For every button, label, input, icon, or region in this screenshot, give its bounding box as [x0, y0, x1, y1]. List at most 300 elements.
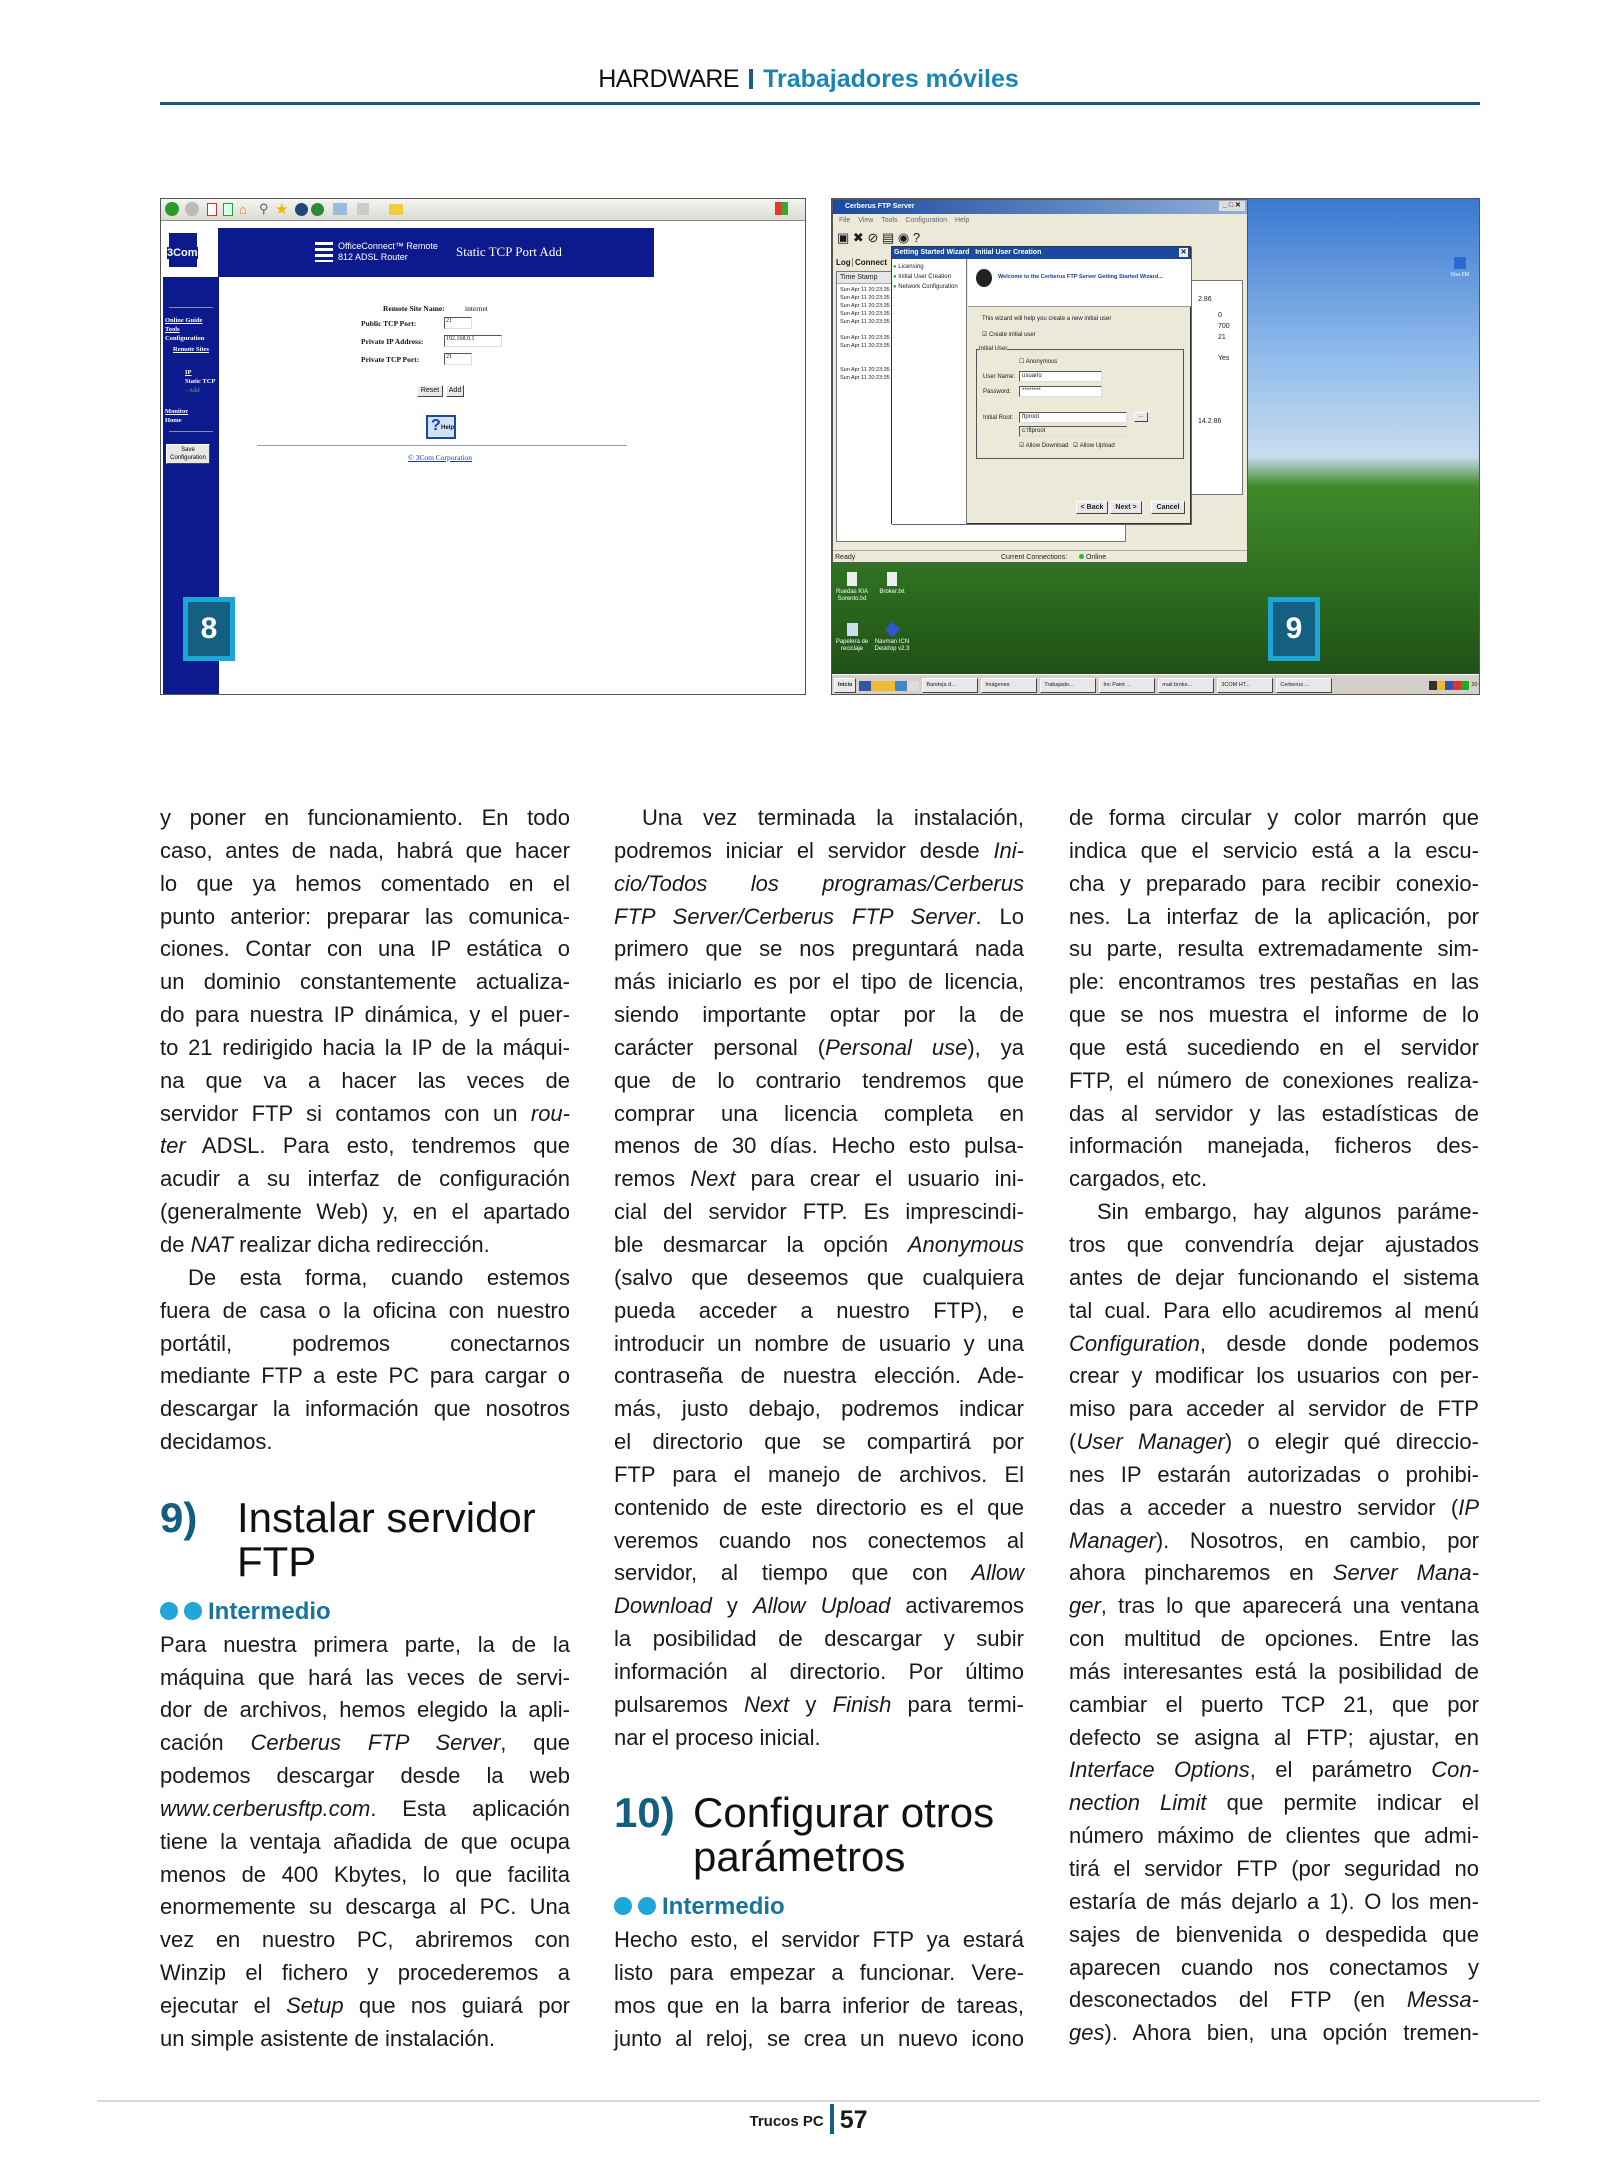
italic-text: Allow	[971, 1560, 1024, 1586]
figure-number-badge	[183, 597, 235, 661]
stop-icon[interactable]	[207, 203, 217, 216]
status-online	[1079, 553, 1106, 562]
paragraph	[160, 1262, 570, 1459]
back-button[interactable]: < Back	[1076, 501, 1108, 514]
text-line	[1069, 1328, 1479, 1361]
log-row: Sun Apr 11 20:23:35	[840, 311, 890, 317]
text: mediante FTP a este PC para cargar o	[160, 1363, 570, 1389]
reset-button[interactable]: Reset	[417, 385, 443, 397]
text: FTP para el manejo de archivos. El	[614, 1461, 1024, 1487]
text: tal cual. Para ello acudiremos al menú	[1069, 1297, 1479, 1323]
text-line	[1069, 1656, 1479, 1689]
italic-text: Next	[743, 1691, 790, 1717]
article-column-1	[160, 802, 570, 2056]
tab-connect[interactable]: Connect	[852, 258, 887, 267]
nav-configuration[interactable]: Configuration	[165, 335, 205, 342]
wizard-close-icon[interactable]: ✕	[1180, 249, 1187, 256]
text: su parte, resulta extremadamente sim-	[1069, 936, 1479, 962]
text-line	[160, 901, 570, 934]
desktop-icon[interactable]	[868, 623, 916, 653]
browse-button[interactable]: ...	[1134, 412, 1148, 422]
figure-number-badge	[1268, 597, 1320, 661]
text: para crear el usuario ini-	[735, 1166, 1024, 1192]
anonymous-label: Anonymous	[1025, 359, 1058, 365]
text-line	[614, 2023, 1024, 2056]
text-line	[614, 1393, 1024, 1426]
log-row: Sun Apr 11 20:23:35	[840, 303, 890, 309]
text-line	[1069, 1623, 1479, 1656]
text: ple: encontramos tres pestañas en las	[1069, 969, 1479, 995]
text: na que va a hacer las veces de	[160, 1067, 570, 1093]
text-line	[160, 1426, 570, 1459]
next-button[interactable]: Next >	[1110, 501, 1142, 514]
nav-ip[interactable]: IP	[185, 369, 192, 376]
nav-static-tcp[interactable]: Static TCP	[185, 378, 216, 385]
back-icon[interactable]	[165, 202, 179, 216]
text: nes. La interfaz de la aplicación, por	[1069, 903, 1479, 929]
text-line	[1069, 1032, 1479, 1065]
initial-root-input[interactable]: ftproot	[1019, 412, 1127, 423]
media-icon[interactable]	[295, 203, 308, 216]
header-separator	[749, 69, 753, 89]
help-question-icon: ?	[431, 417, 441, 434]
text: cación	[160, 1730, 251, 1756]
clock: 20:	[1471, 682, 1479, 688]
text-line	[1069, 1295, 1479, 1328]
status-ready: Ready	[835, 554, 856, 561]
window-controls[interactable]: _ □ ✕	[1219, 201, 1245, 211]
italic-text: Personal use	[825, 1034, 968, 1060]
text-line	[160, 1629, 570, 1662]
text-line	[1069, 1163, 1479, 1196]
text-line	[160, 1957, 570, 1990]
menu-bar	[839, 216, 969, 225]
desktop-icon[interactable]	[1442, 257, 1478, 278]
text-line	[1069, 1754, 1479, 1787]
footer-rule	[97, 2100, 1540, 2102]
text-file-icon	[847, 572, 857, 586]
task-buttons	[922, 678, 1332, 693]
side-value: Yes	[1218, 355, 1230, 362]
text-line	[1069, 1130, 1479, 1163]
text: un dominio constantemente actualiza-	[160, 969, 570, 995]
allow-upload-checkbox[interactable]: ☑ Allow Upload	[1073, 443, 1115, 449]
text-line	[614, 1163, 1024, 1196]
initial-user-group	[976, 346, 1184, 459]
text: que se nos muestra el informe de lo	[1069, 1002, 1479, 1028]
text: dor de archivos, hemos elegido la apli-	[160, 1697, 570, 1723]
anonymous-checkbox[interactable]: ☐ Anonymous	[1019, 359, 1058, 365]
quick-launch-icons	[859, 681, 919, 691]
recycle-bin-icon	[847, 623, 858, 636]
text: das al servidor y las estadísticas de	[1069, 1100, 1479, 1126]
text-line	[614, 1924, 1024, 1957]
public-tcp-label: Public TCP Port:	[361, 319, 417, 328]
page-number: 57	[839, 2106, 868, 2134]
text: ) o elegir qué direccio-	[1224, 1429, 1479, 1455]
text: portátil, podremos conectarnos	[160, 1330, 570, 1356]
italic-text: ger	[1069, 1593, 1101, 1619]
text: ciones. Contar con una IP estática o	[160, 936, 570, 962]
forward-icon[interactable]	[185, 202, 199, 216]
public-tcp-input[interactable]: 21	[444, 317, 472, 329]
nav-remote-sites[interactable]: Remote Sites	[173, 346, 209, 353]
text-line	[614, 1065, 1024, 1098]
text: ). Ahora bien, una opción tremen-	[1104, 2020, 1479, 2046]
desktop-icon[interactable]	[832, 572, 872, 603]
text-line	[1069, 1820, 1479, 1853]
password-label: Password:	[983, 389, 1012, 395]
log-row: Sun Apr 11 20:23:35	[840, 343, 890, 349]
italic-text: Allow Upload	[752, 1593, 891, 1619]
text: para termi-	[891, 1691, 1024, 1717]
text: ADSL. Para esto, tendremos que	[185, 1133, 570, 1159]
text-line	[1069, 1360, 1479, 1393]
group-label: Initial User	[979, 346, 1008, 352]
italic-text: Next	[690, 1166, 736, 1192]
text-line	[614, 1459, 1024, 1492]
text: (salvo que deseemos que cualquiera	[614, 1264, 1024, 1290]
text: cha y preparado para recibir conexio-	[1069, 870, 1479, 896]
text: listo para empezar a funcionar. Vere-	[614, 1960, 1024, 1986]
cerberus-logo-icon	[976, 269, 992, 287]
text: cial del servidor FTP. Es imprescindi-	[614, 1199, 1024, 1225]
italic-text: Setup	[286, 1993, 344, 2018]
text: más iniciarlo es por el tipo de licencia,	[614, 969, 1024, 995]
wizard-title: Getting Started Wizard Initial User Creation	[894, 249, 1042, 256]
shortcut-icon	[1454, 257, 1466, 269]
text: contenido de este directorio es el que	[614, 1494, 1024, 1520]
banner-title: Static TCP Port Add	[456, 244, 562, 259]
text: tros que convendría dejar ajustados	[1069, 1231, 1479, 1257]
text: que está sucediendo en el servidor	[1069, 1034, 1479, 1060]
search-icon[interactable]: ⚲	[259, 201, 269, 216]
text: ejecutar el	[160, 1993, 287, 2018]
text: nar el proceso inicial.	[614, 1724, 821, 1750]
side-value: 700	[1218, 323, 1230, 330]
nav-tools[interactable]: Tools	[165, 326, 180, 333]
username-label: User Name:	[983, 374, 1016, 380]
text-line	[160, 1727, 570, 1760]
text: , el parámetro	[1249, 1757, 1432, 1783]
article-column-3	[1069, 802, 1479, 2050]
text: menos de 400 Kbytes, lo que facilita	[160, 1861, 570, 1887]
text: estaría de más dejarlo a 1). O los men-	[1069, 1888, 1479, 1914]
save-icon[interactable]: ▣	[837, 230, 850, 245]
print-icon[interactable]	[357, 203, 369, 215]
text-line	[160, 966, 570, 999]
text-file-icon	[887, 572, 897, 586]
text-line	[1069, 1557, 1479, 1590]
text-line	[160, 1328, 570, 1361]
windows-flag-icon	[775, 202, 788, 215]
menu-file[interactable]: File	[839, 217, 851, 224]
header-section: HARDWARE	[598, 65, 740, 93]
text-line	[160, 1098, 570, 1131]
text-line	[1069, 1722, 1479, 1755]
username-input[interactable]: usuario	[1019, 371, 1102, 382]
nav-home[interactable]: Home	[165, 417, 182, 424]
italic-text: Finish	[832, 1691, 892, 1717]
nav-add[interactable]: - Add	[185, 387, 200, 394]
text: ), ya	[967, 1034, 1024, 1060]
text-line	[1069, 933, 1479, 966]
text: y	[711, 1593, 753, 1619]
block-icon[interactable]: ⊘	[867, 230, 879, 245]
allow-upload-label: Allow Upload	[1079, 443, 1115, 449]
step-check-icon: ●	[893, 264, 897, 270]
create-initial-label: Create initial user	[989, 332, 1036, 338]
text: FTP, el número de conexiones realiza-	[1069, 1067, 1479, 1093]
text: más interesantes está la posibilidad de	[1069, 1658, 1479, 1684]
text: ahora pincharemos en	[1069, 1560, 1333, 1586]
create-initial-user-checkbox[interactable]: ☑ Create initial user	[982, 332, 1036, 338]
text: ). Nosotros, en cambio, por	[1155, 1527, 1479, 1553]
text-line	[614, 933, 1024, 966]
copyright-link[interactable]: © 3Com Corporation	[408, 453, 473, 462]
text-line	[160, 1662, 570, 1695]
italic-text: FTP Server/Cerberus FTP Server	[614, 903, 976, 929]
history-icon[interactable]	[311, 203, 324, 216]
favorites-icon[interactable]: ★	[275, 201, 289, 218]
remote-site-value: internet	[465, 304, 488, 313]
italic-text: Configuration	[1069, 1330, 1200, 1356]
status-connections: Current Connections:	[1001, 554, 1068, 561]
private-ip-input[interactable]: 192.168.0.1	[444, 335, 502, 347]
text-line	[160, 1694, 570, 1727]
text-line	[160, 1229, 570, 1262]
text-line	[160, 1130, 570, 1163]
side-value: 14.2.86	[1198, 418, 1222, 425]
text: mos que en la barra inferior de tareas,	[614, 1993, 1024, 2018]
text: to 21 redirigido hacia la IP de la máqui-	[160, 1034, 570, 1060]
text-line	[1069, 901, 1479, 934]
figure-8-router-screenshot	[160, 198, 806, 695]
folder-icon[interactable]	[389, 204, 403, 215]
text: información al directorio. Por último	[614, 1658, 1024, 1684]
menu-help[interactable]: Help	[955, 217, 970, 224]
text-line	[1069, 868, 1479, 901]
section-heading	[160, 1493, 570, 1585]
text-line	[160, 1760, 570, 1793]
nav-online-guide[interactable]: Online Guide	[165, 317, 203, 324]
figure-number: 8	[188, 602, 230, 656]
italic-text: Anonymous	[907, 1231, 1024, 1257]
menu-view[interactable]: View	[858, 217, 874, 224]
taskbar-button[interactable]: Cerberus ...	[1276, 678, 1332, 693]
taskbar-button[interactable]: Bandeja d...	[922, 678, 978, 693]
paragraph	[160, 802, 570, 1262]
wizard-step[interactable]	[893, 262, 965, 272]
wizard-dialog	[891, 246, 1191, 524]
section-title: parámetros	[693, 1833, 906, 1881]
help-button[interactable]	[426, 415, 456, 439]
text-line	[160, 1032, 570, 1065]
wizard-step[interactable]	[893, 272, 965, 282]
router-banner	[218, 228, 654, 277]
wizard-steps	[892, 259, 967, 524]
wizard-welcome-area	[968, 259, 1191, 307]
add-button[interactable]: Add	[446, 385, 464, 397]
text: que nos guiará por	[343, 1993, 571, 2018]
text-line	[614, 1722, 1024, 1755]
text-line	[614, 1557, 1024, 1590]
password-input[interactable]: ********	[1019, 386, 1102, 397]
footer-separator	[830, 2104, 834, 2134]
wizard-welcome: Welcome to the Cerberus FTP Server Getting Started Wizard...	[998, 274, 1163, 280]
section-heading	[614, 1791, 1024, 1879]
text: decidamos.	[160, 1429, 273, 1455]
text-line	[1069, 1853, 1479, 1886]
text: Para nuestra primera parte, la de la	[160, 1631, 570, 1657]
italic-text: nection Limit	[1069, 1790, 1207, 1816]
text-line	[160, 1393, 570, 1426]
text-line	[614, 1590, 1024, 1623]
magazine-name: Trucos PC	[749, 2113, 824, 2130]
italic-text: Cerberus FTP Server	[250, 1730, 501, 1756]
text-line	[614, 1196, 1024, 1229]
text-line	[1069, 1984, 1479, 2017]
window-titlebar	[833, 200, 1247, 214]
italic-text: Manager	[1069, 1527, 1156, 1553]
text-line	[614, 1656, 1024, 1689]
text: do para nuestra IP dinámica, y el puer-	[160, 1002, 570, 1028]
start-button[interactable]: Inicio	[834, 678, 856, 693]
text-line	[160, 1163, 570, 1196]
tray-icons	[1429, 681, 1469, 690]
text: un simple asistente de instalación.	[160, 2025, 496, 2051]
text-line	[1069, 802, 1479, 835]
text-line	[160, 868, 570, 901]
text: defecto se asigna al FTP; ajustar, en	[1069, 1724, 1479, 1750]
section-title: Instalar servidor	[237, 1493, 536, 1541]
text: desconectados del FTP (en	[1069, 1987, 1407, 2013]
text-line	[160, 1360, 570, 1393]
nav-monitor[interactable]: Monitor	[165, 408, 189, 415]
home-icon[interactable]: ⌂	[239, 202, 247, 217]
text: indica que el servicio está a la escu-	[1069, 837, 1479, 863]
text-line	[160, 933, 570, 966]
italic-text: ges	[1069, 2020, 1105, 2046]
text-line	[1069, 2017, 1479, 2050]
difficulty-dot-icon	[614, 1897, 632, 1915]
text-line	[160, 1065, 570, 1098]
text: siendo importante optar por la de	[614, 1002, 1024, 1028]
taskbar-button[interactable]: Inc Paint ...	[1099, 678, 1155, 693]
log-row: Sun Apr 11 20:23:35	[840, 367, 890, 373]
text: Sin embargo, hay algunos paráme-	[1097, 1199, 1479, 1225]
italic-text: Interface Options	[1069, 1757, 1250, 1783]
help-icon[interactable]: ?	[912, 230, 921, 245]
text-line	[1069, 1952, 1479, 1985]
text: y	[789, 1691, 833, 1717]
taskbar-button[interactable]: Trabajado...	[1040, 678, 1096, 693]
italic-text: IP	[1458, 1494, 1479, 1520]
text: acudir a su interfaz de configuración	[160, 1166, 570, 1192]
step-label: Licensing	[898, 264, 924, 270]
private-tcp-input[interactable]: 21	[444, 353, 472, 365]
text: introducir un nombre de usuario y una	[614, 1330, 1024, 1356]
text: punto anterior: preparar las comunica-	[160, 903, 570, 929]
text-line	[614, 1130, 1024, 1163]
italic-text: rou-	[530, 1100, 570, 1126]
taskbar-button[interactable]: mail.broke...	[1158, 678, 1214, 693]
allow-download-checkbox[interactable]: ☑ Allow Download	[1019, 443, 1069, 449]
taskbar-button[interactable]: 3COM HT...	[1217, 678, 1273, 693]
step-check-icon: ●	[893, 284, 897, 290]
banner-product-line1: OfficeConnect™ Remote	[338, 241, 438, 251]
figure-number: 9	[1273, 602, 1315, 656]
paragraph	[1069, 1196, 1479, 2050]
text: junto al reloj, se crea un nuevo icono	[614, 2025, 1024, 2051]
users-icon[interactable]: ▤	[881, 230, 895, 245]
text: tiene la ventaja añadida de que ocupa	[160, 1828, 570, 1854]
text-line	[1069, 1689, 1479, 1722]
italic-text: Con-	[1431, 1757, 1479, 1783]
text: descargar la información que nosotros	[160, 1396, 570, 1422]
desktop-icon[interactable]	[832, 623, 872, 653]
text: servidor, al tiempo que con	[614, 1560, 972, 1586]
cancel-button[interactable]: Cancel	[1151, 501, 1185, 514]
text: remos	[614, 1166, 691, 1192]
wizard-step[interactable]	[893, 282, 965, 292]
text-line	[1069, 835, 1479, 868]
text-line	[1069, 1919, 1479, 1952]
tab-log[interactable]: Log	[836, 258, 851, 267]
desktop-icon-label: Broker.txt	[879, 589, 905, 595]
text-line	[1069, 1393, 1479, 1426]
text: contraseña de nuestra elección. Ade-	[614, 1363, 1024, 1389]
italic-text: www.cerberusftp.com	[160, 1795, 371, 1821]
side-value: 2.86	[1198, 296, 1212, 303]
text: que permite indicar el	[1206, 1790, 1479, 1816]
text-line	[160, 2023, 570, 2056]
wizard-intro: This wizard will help you create a new initial user	[982, 316, 1112, 322]
text: crear y modificar los usuarios con per-	[1069, 1363, 1479, 1389]
delete-icon[interactable]: ✖	[852, 230, 864, 245]
menu-configuration[interactable]: Configuration	[905, 217, 948, 224]
server-icon[interactable]: ◉	[897, 230, 910, 245]
side-value: 21	[1218, 334, 1226, 341]
italic-text: NAT	[190, 1231, 233, 1257]
text: caso, antes de nada, habrá que hacer	[160, 837, 570, 863]
text-line	[1069, 1098, 1479, 1131]
mail-icon[interactable]	[333, 203, 347, 215]
menu-tools[interactable]: Tools	[881, 217, 898, 224]
section-number: 10)	[614, 1789, 675, 1837]
text-line	[614, 999, 1024, 1032]
wizard-titlebar	[892, 247, 1190, 259]
taskbar-button[interactable]: Imágenes	[981, 678, 1037, 693]
text-line	[1069, 1590, 1479, 1623]
refresh-icon[interactable]	[223, 203, 233, 216]
step-label: Initial User Creation	[898, 274, 951, 280]
desktop-icon[interactable]	[872, 572, 912, 596]
save-configuration-button[interactable]: Save Configuration	[166, 444, 210, 464]
text-line	[614, 1032, 1024, 1065]
allow-download-label: Allow Download	[1025, 443, 1069, 449]
desktop-icon-label: Kiss FM	[1450, 272, 1470, 278]
text-line	[160, 999, 570, 1032]
text: información manejada, ficheros des-	[1069, 1133, 1479, 1159]
navman-icon	[884, 622, 900, 638]
text-line	[1069, 1426, 1479, 1459]
text: antes de dejar funcionando el sistema	[1069, 1264, 1479, 1290]
text: (generalmente Web) y, en el apartado	[160, 1199, 570, 1225]
text-line	[1069, 966, 1479, 999]
page-footer	[0, 2104, 1617, 2135]
text-line	[160, 1990, 570, 2023]
